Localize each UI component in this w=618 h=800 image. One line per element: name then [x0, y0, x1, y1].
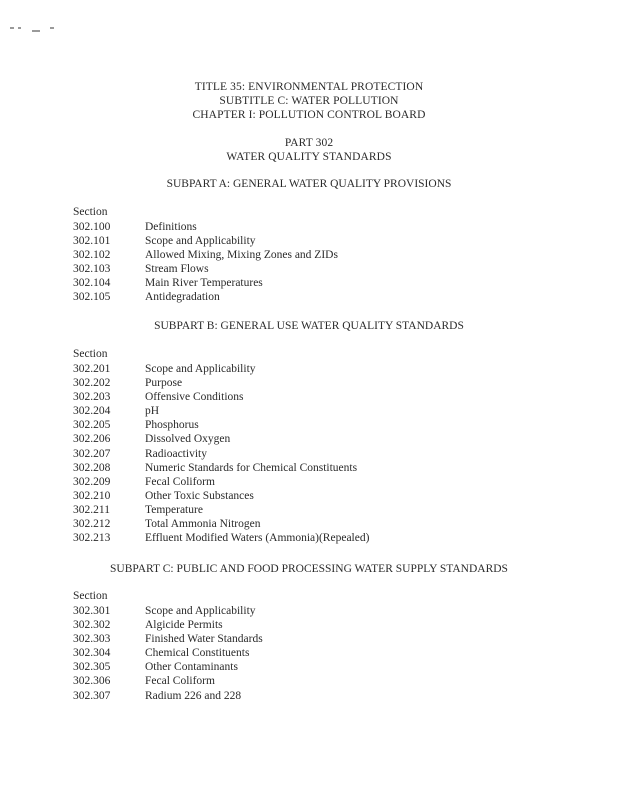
- section-number: 302.105: [73, 291, 111, 304]
- section-row: [0, 248, 618, 262]
- section-row: [0, 646, 618, 660]
- section-row: [0, 461, 618, 475]
- section-title: Other Contaminants: [145, 661, 238, 674]
- section-number: 302.104: [73, 277, 111, 290]
- section-title: Radioactivity: [145, 447, 207, 460]
- section-title: Definitions: [145, 221, 197, 233]
- section-number: 302.306: [73, 675, 111, 688]
- scan-artifact: [10, 27, 62, 33]
- section-row: [0, 632, 618, 646]
- section-title: Allowed Mixing, Mixing Zones and ZIDs: [145, 249, 338, 262]
- subpart-a-section-list: [0, 220, 618, 305]
- section-number: 302.202: [73, 377, 111, 390]
- section-row: [0, 660, 618, 674]
- section-row: [0, 689, 618, 703]
- section-row: [0, 517, 618, 531]
- subpart-c-section-list: [0, 604, 618, 703]
- section-title: Scope and Applicability: [145, 605, 256, 617]
- section-title: Phosphorus: [145, 419, 199, 432]
- section-number: 302.203: [73, 391, 111, 404]
- part-name: WATER QUALITY STANDARDS: [226, 151, 392, 163]
- section-row: [0, 390, 618, 404]
- section-row: [0, 618, 618, 632]
- section-title: Chemical Constituents: [145, 647, 250, 660]
- section-column-label: Section: [73, 590, 108, 602]
- section-title: Main River Temperatures: [145, 277, 263, 290]
- section-number: 302.209: [73, 475, 111, 488]
- section-title: Offensive Conditions: [145, 391, 244, 404]
- section-row: [0, 475, 618, 489]
- section-row: [0, 362, 618, 376]
- section-number: 302.102: [73, 249, 111, 262]
- section-number: 302.211: [73, 503, 110, 516]
- section-number: 302.302: [73, 619, 111, 632]
- section-title: Fecal Coliform: [145, 675, 215, 688]
- section-row: [0, 234, 618, 248]
- section-number: 302.201: [73, 363, 111, 375]
- section-number: 302.206: [73, 433, 111, 446]
- section-number: 302.207: [73, 447, 111, 460]
- section-column-label: Section: [73, 348, 108, 360]
- section-title: Total Ammonia Nitrogen: [145, 518, 261, 531]
- section-row: [0, 447, 618, 461]
- section-column-label: Section: [73, 206, 108, 218]
- section-number: 302.210: [73, 489, 111, 502]
- section-row: [0, 418, 618, 432]
- subpart-a-heading: SUBPART A: GENERAL WATER QUALITY PROVISIONS: [166, 178, 452, 190]
- section-title: Fecal Coliform: [145, 475, 215, 488]
- section-number: 302.213: [73, 532, 111, 545]
- section-title: pH: [145, 405, 160, 418]
- section-title: Algicide Permits: [145, 619, 223, 632]
- section-title: Temperature: [145, 503, 203, 516]
- chapter-line: CHAPTER I: POLLUTION CONTROL BOARD: [192, 109, 426, 121]
- section-number: 302.304: [73, 647, 111, 660]
- section-number: 302.303: [73, 633, 111, 646]
- section-row: [0, 376, 618, 390]
- section-title: Stream Flows: [145, 263, 209, 276]
- section-row: [0, 262, 618, 276]
- section-title: Finished Water Standards: [145, 633, 263, 646]
- section-title: Numeric Standards for Chemical Constituents: [145, 461, 358, 474]
- title-line: TITLE 35: ENVIRONMENTAL PROTECTION: [194, 81, 424, 93]
- section-title: Effluent Modified Waters (Ammonia)(Repealed): [145, 532, 370, 545]
- subpart-b-heading: SUBPART B: GENERAL USE WATER QUALITY STANDARDS: [154, 320, 464, 332]
- section-number: 302.208: [73, 461, 111, 474]
- section-title: Antidegradation: [145, 291, 220, 304]
- section-number: 302.101: [73, 235, 111, 248]
- section-number: 302.305: [73, 661, 111, 674]
- section-number: 302.205: [73, 419, 111, 432]
- subpart-c-heading: SUBPART C: PUBLIC AND FOOD PROCESSING WATER SUPPLY STANDARDS: [110, 563, 508, 575]
- subtitle-line: SUBTITLE C: WATER POLLUTION: [219, 95, 399, 107]
- section-title: Scope and Applicability: [145, 363, 256, 375]
- section-row: [0, 531, 618, 545]
- section-row: [0, 404, 618, 418]
- document-header: [0, 80, 618, 122]
- subpart-b-section-list: [0, 362, 618, 545]
- section-row: [0, 220, 618, 234]
- section-title: Other Toxic Substances: [145, 489, 254, 502]
- section-number: 302.103: [73, 263, 111, 276]
- section-number: 302.204: [73, 405, 111, 418]
- section-title: Dissolved Oxygen: [145, 433, 231, 446]
- section-number: 302.212: [73, 518, 111, 531]
- section-row: [0, 604, 618, 618]
- section-title: Purpose: [145, 377, 183, 390]
- section-row: [0, 290, 618, 304]
- part-number: PART 302: [284, 137, 334, 149]
- section-row: [0, 276, 618, 290]
- section-row: [0, 674, 618, 688]
- section-row: [0, 503, 618, 517]
- section-row: [0, 432, 618, 446]
- section-number: 302.307: [73, 689, 111, 702]
- section-number: 302.100: [73, 221, 111, 233]
- section-title: Scope and Applicability: [145, 235, 256, 248]
- section-row: [0, 489, 618, 503]
- part-header: [0, 136, 618, 164]
- section-title: Radium 226 and 228: [145, 689, 242, 702]
- section-number: 302.301: [73, 605, 111, 617]
